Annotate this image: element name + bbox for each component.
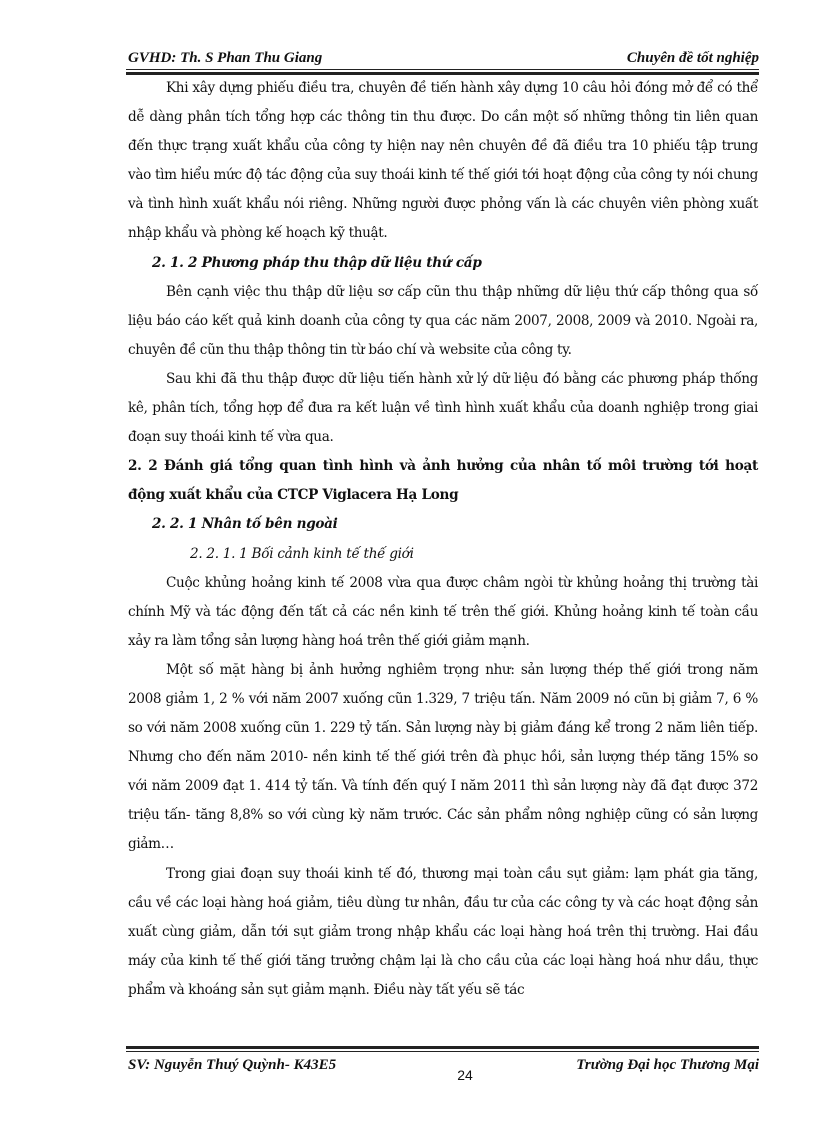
page-header — [126, 50, 759, 70]
paragraph-steel: Một số mặt hàng bị ảnh hưởng nghiêm trọng như: sản lượng thép thế giới trong năm 2008 giảm 1, 2 % với năm 2007 xuống cũn 1.329, 7 triệu tấn. Năm 2009 nó cũn bị giảm 7, 6 % so với năm 2008 xuống cũn 1. 229 tỷ tấn. Sản lượng này bị giảm đáng kể trong 2 năm liên tiếp. Nhưng cho đến năm 2010- nền kinh tế thế giới trên đà phục hồi, sản lượng thép tăng 15% so với năm 2009 đạt 1. 414 tỷ tấn. Và tính đến quý I năm 2011 thì sản lượng này đã đạt được 372 triệu tấn- tăng 8,8% so với cùng kỳ năm trước. Các sản phẩm nông nghiệp cũng có sản lượng giảm… — [128, 661, 758, 853]
header-doc-type: Chuyên đề tốt nghiệp — [626, 50, 759, 66]
footer-rule — [126, 1046, 759, 1052]
footer-student: SV: Nguyễn Thuý Quỳnh- K43E5 — [128, 1057, 337, 1073]
heading-2-2-1-1: 2. 2. 1. 1 Bối cảnh kinh tế thế giới — [190, 545, 414, 562]
paragraph-trade: Trong giai đoạn suy thoái kinh tế đó, thương mại toàn cầu sụt giảm: lạm phát gia tăng, cầu về các loại hàng hoá giảm, tiêu dùng tư nhân, đầu tư của các công ty và các hoạt động sản xuất cùng giảm, dẫn tới sụt giảm trong nhập khẩu các loại hàng hoá trên thị trường. Hai đầu máy của kinh tế thế giới tăng trưởng chậm lại là cho cầu của các loại hàng hoá như dầu, thực phẩm và khoáng sản sụt giảm mạnh. Điều này tất yếu sẽ tác — [128, 865, 758, 998]
heading-2-1-2: 2. 1. 2 Phương pháp thu thập dữ liệu thứ cấp — [152, 254, 482, 271]
header-advisor: GVHD: Th. S Phan Thu Giang — [128, 50, 323, 66]
paragraph-crisis: Cuộc khủng hoảng kinh tế 2008 vừa qua được châm ngòi từ khủng hoảng thị trường tài chính Mỹ và tác động đến tất cả các nền kinh tế trên thế giới. Khủng hoảng kinh tế toàn cầu xảy ra làm tổng sản lượng hàng hoá trên thế giới giảm mạnh. — [128, 574, 758, 649]
paragraph-secondary-data: Bên cạnh việc thu thập dữ liệu sơ cấp cũn thu thập những dữ liệu thứ cấp thông qua số liệu báo cáo kết quả kinh doanh của công ty qua các năm 2007, 2008, 2009 và 2010. Ngoài ra, chuyên đề cũn thu thập thông tin từ báo chí và website của công ty. — [128, 283, 758, 358]
heading-2-2-1: 2. 2. 1 Nhân tố bên ngoài — [152, 516, 338, 533]
paragraph-processing: Sau khi đã thu thập được dữ liệu tiến hành xử lý dữ liệu đó bằng các phương pháp thống kê, phân tích, tổng hợp để đưa ra kết luận về tình hình xuất khẩu của doanh nghiệp trong giai đoạn suy thoái kinh tế vừa qua. — [128, 370, 758, 446]
footer-university: Trường Đại học Thương Mại — [576, 1057, 759, 1073]
paragraph-survey: Khi xây dựng phiếu điều tra, chuyên đề tiến hành xây dựng 10 câu hỏi đóng mở để có thể dễ dàng phân tích tổng hợp các thông tin thu được. Do cần một số những thông tin liên quan đến thực trạng xuất khẩu của công ty hiện nay nên chuyên đề đã điều tra 10 phiếu tập trung vào tìm hiểu mức độ tác động của suy thoái kinh tế thế giới tới hoạt động của công ty nói chung và tình hình xuất khẩu nói riêng. Những người được phỏng vấn là các chuyên viên phòng xuất nhập khẩu và phòng kế hoạch kỹ thuật. — [128, 80, 758, 242]
page-number: 24 — [457, 1067, 473, 1083]
page-body — [128, 74, 758, 1005]
heading-2-2: 2. 2 Đánh giá tổng quan tình hình và ảnh hưởng của nhân tố môi trường tới hoạt động xuất khẩu của CTCP Viglacera Hạ Long — [128, 458, 758, 504]
